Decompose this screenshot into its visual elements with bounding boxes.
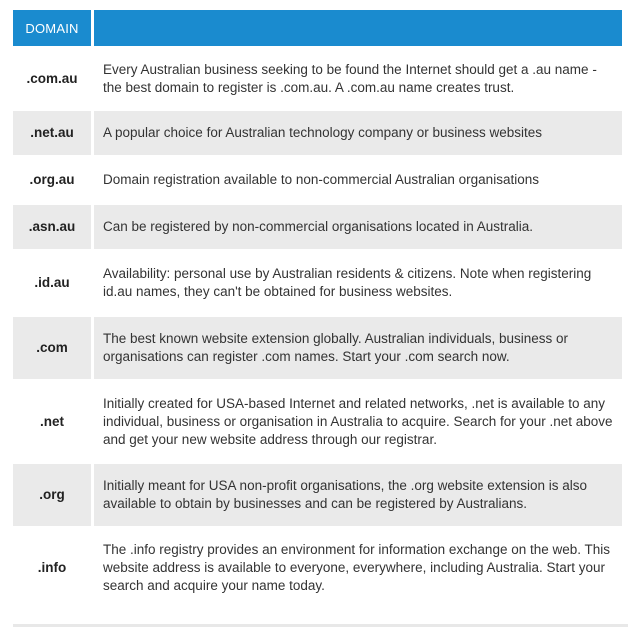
domain-cell: .net [13,382,91,461]
table-bottom-divider [13,624,628,627]
description-cell: The best known website extension globally. Australian individuals, business or organisations can register .com names. Start your .com search now. [94,317,622,379]
domain-cell: .info [13,529,91,607]
description-cell: Availability: personal use by Australian residents & citizens. Note when registering id.au names, they can't be obtained for business websites. [94,252,622,314]
table-header-row [13,10,622,46]
domain-cell: .id.au [13,252,91,314]
domain-cell: .com [13,317,91,379]
domain-cell: .org [13,464,91,526]
table-row [13,529,622,607]
description-cell: Initially created for USA-based Internet and related networks, .net is available to any individual, business or organisation in Australia to acquire. Search for your .net above and get your new website address through our registrar. [94,382,622,461]
domain-cell: .com.au [13,49,91,108]
description-cell: Initially meant for USA non-profit organisations, the .org website extension is also available to obtain by businesses and can be registered by Australians. [94,464,622,526]
description-cell: Can be registered by non-commercial organisations located in Australia. [94,205,622,249]
table-row [13,317,622,379]
domain-table [10,7,625,610]
domain-column-header: DOMAIN [13,10,91,46]
domain-cell: .net.au [13,111,91,155]
domain-cell: .org.au [13,158,91,202]
description-cell: Every Australian business seeking to be found the Internet should get a .au name - the best domain to register is .com.au. A .com.au name creates trust. [94,49,622,108]
table-row [13,205,622,249]
table-row [13,49,622,108]
domain-cell: .asn.au [13,205,91,249]
table-row [13,382,622,461]
table-row [13,464,622,526]
description-cell: The .info registry provides an environment for information exchange on the web. This website address is available to everyone, everywhere, including Australia. Start your search and acquire your name today. [94,529,622,607]
description-cell: A popular choice for Australian technology company or business websites [94,111,622,155]
table-row [13,158,622,202]
table-row [13,252,622,314]
table-row [13,111,622,155]
description-cell: Domain registration available to non-commercial Australian organisations [94,158,622,202]
description-column-header [94,10,622,46]
